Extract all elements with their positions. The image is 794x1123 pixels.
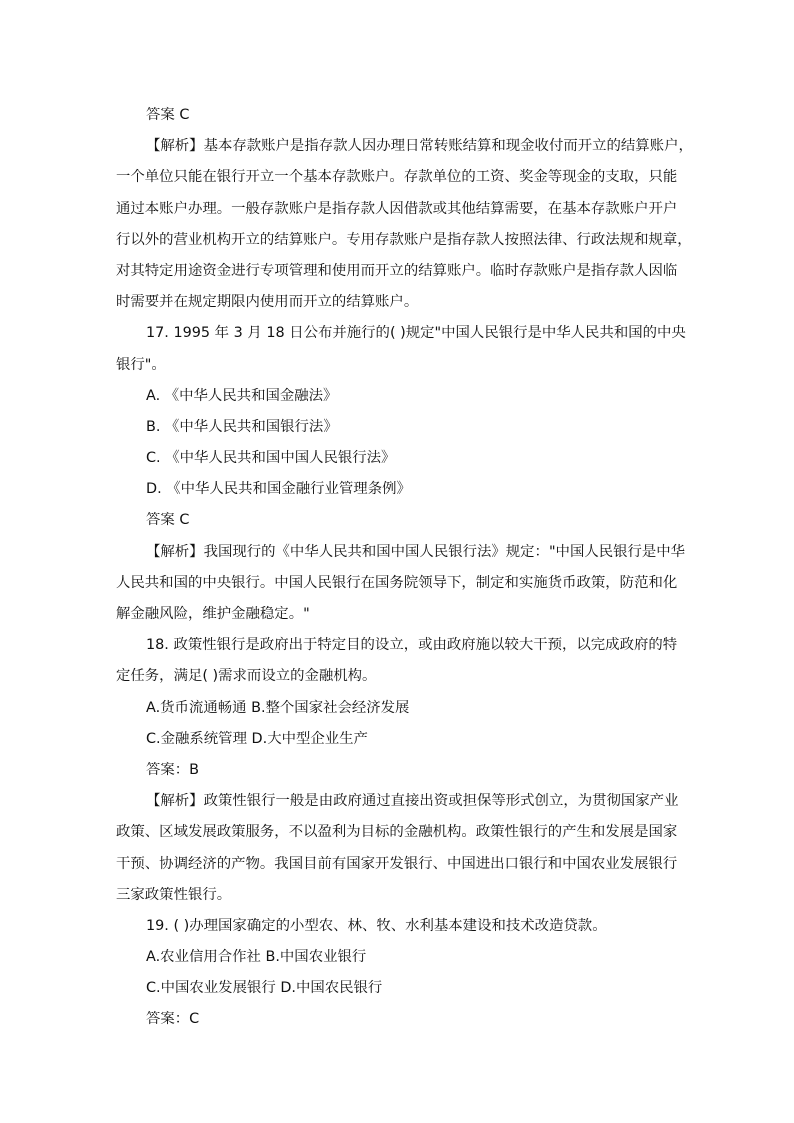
- answer-17: 答案 C: [146, 512, 190, 529]
- answer-19: 答案：C: [146, 1011, 200, 1028]
- options-cd-19: C.中国农业发展银行 D.中国农民银行: [146, 980, 383, 997]
- analysis-paragraph-18: [116, 786, 688, 911]
- analysis-line: 干预、协调经济的产物。我国目前有国家开发银行、中国进出口银行和中国农业发展银行: [116, 855, 678, 872]
- analysis-line: 政策、区域发展政策服务，不以盈利为目标的金融机构。政策性银行的产生和发展是国家: [116, 824, 678, 841]
- question-18: [116, 630, 688, 692]
- analysis-line: 【解析】我国现行的《中华人民共和国中国人民银行法》规定："中国人民银行是中华: [146, 543, 686, 560]
- answer-18: 答案：B: [146, 761, 200, 778]
- question-line: 银行"。: [116, 356, 166, 373]
- option-d: D. 《中华人民共和国金融行业管理条例》: [146, 481, 411, 498]
- options-cd: C.金融系统管理 D.大中型企业生产: [146, 730, 368, 747]
- analysis-line: 解金融风险，维护金融稳定。": [116, 606, 310, 622]
- answer-line: 答案 C: [146, 107, 190, 123]
- analysis-line: 【解析】政策性银行一般是由政府通过直接出资或担保等形式创立，为贯彻国家产业: [146, 793, 679, 810]
- analysis-line: 通过本账户办理。一般存款账户是指存款人因借款或其他结算需要，在基本存款账户开户: [116, 200, 678, 217]
- analysis-line: 【解析】基本存款账户是指存款人因办理日常转账结算和现金收付而开立的结算账户，: [146, 138, 693, 155]
- option-a: A. 《中华人民共和国金融法》: [146, 387, 338, 404]
- question-19: 19. ( )办理国家确定的小型农、林、牧、水利基本建设和技术改造贷款。: [146, 917, 607, 934]
- analysis-line: 行以外的营业机构开立的结算账户。专用存款账户是指存款人按照法律、行政法规和规章，: [116, 231, 692, 248]
- analysis-paragraph-1: [116, 131, 693, 318]
- analysis-line: 三家政策性银行。: [116, 886, 232, 903]
- option-b: B. 《中华人民共和国银行法》: [146, 418, 338, 435]
- options-ab: A.货币流通畅通 B.整个国家社会经济发展: [146, 699, 410, 716]
- question-17: [116, 318, 688, 380]
- options-ab-19: A.农业信用合作社 B.中国农业银行: [146, 949, 367, 966]
- analysis-line: 时需要并在规定期限内使用而开立的结算账户。: [116, 294, 419, 311]
- question-line: 18. 政策性银行是政府出于特定目的设立，或由政府施以较大干预，以完成政府的特: [146, 637, 678, 654]
- answer-17-prev: [116, 100, 688, 131]
- analysis-line: 一个单位只能在银行开立一个基本存款账户。存款单位的工资、奖金等现金的支取，只能: [116, 169, 678, 186]
- document-page: [116, 100, 693, 1036]
- analysis-line: 人民共和国的中央银行。中国人民银行在国务院领导下，制定和实施货币政策，防范和化: [116, 574, 678, 591]
- option-c: C. 《中华人民共和国中国人民银行法》: [146, 450, 396, 467]
- question-line: 17. 1995 年 3 月 18 日公布并施行的( )规定"中国人民银行是中华人民共和国的中央: [146, 325, 686, 342]
- analysis-line: 对其特定用途资金进行专项管理和使用而开立的结算账户。临时存款账户是指存款人因临: [116, 262, 678, 279]
- analysis-paragraph-17: [116, 537, 688, 631]
- question-line: 定任务，满足( )需求而设立的金融机构。: [116, 668, 377, 685]
